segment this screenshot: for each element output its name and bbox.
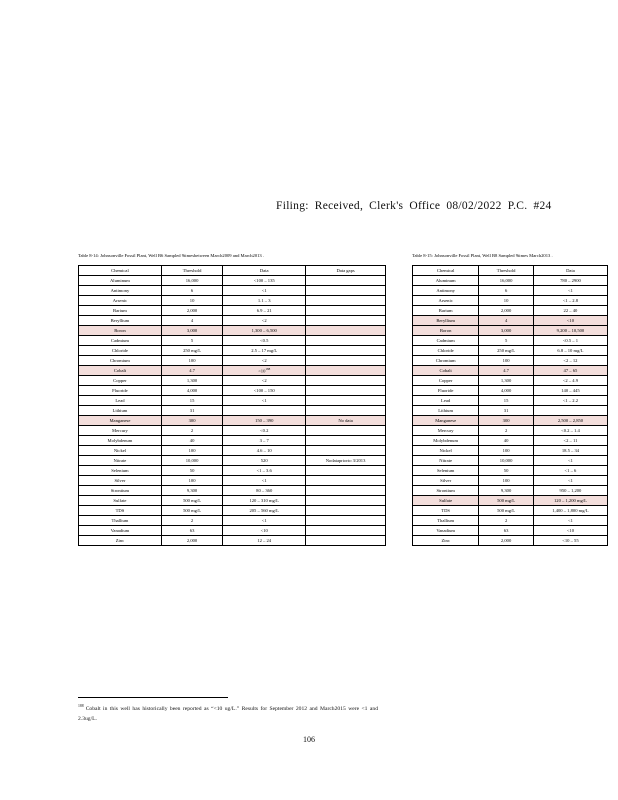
table-cell: [306, 506, 386, 516]
table-cell: [306, 315, 386, 325]
table-cell: 120 – 310 mg/L: [223, 496, 306, 506]
table-header-row: [413, 265, 608, 275]
table-cell: [306, 426, 386, 436]
table-cell: 10: [161, 295, 222, 305]
chemical-name-cell: Antimony: [413, 285, 479, 295]
table-cell: <2 – 4.9: [533, 375, 607, 385]
table-cell: 2,000: [161, 305, 222, 315]
chemical-name-cell: Mercury: [413, 425, 479, 435]
chemical-name-cell: Cobalt: [413, 365, 479, 375]
column-header: Data: [533, 265, 607, 275]
table-row: [79, 456, 386, 466]
chemical-name-cell: Copper: [79, 376, 162, 386]
table-cell: 63: [161, 526, 222, 536]
table-row: [79, 386, 386, 396]
table-cell: 4.7: [479, 365, 534, 375]
table-cell: 10: [479, 295, 534, 305]
table-row: [79, 396, 386, 406]
table-row: [79, 526, 386, 536]
table-cell: <1 – 2.8: [533, 295, 607, 305]
table-cell: <0.5: [223, 335, 306, 345]
table-row: [413, 285, 608, 295]
table-row: [413, 525, 608, 535]
chemical-name-cell: Lithium: [79, 406, 162, 416]
table-cell: 100: [479, 475, 534, 485]
table-cell: 140 – 445: [533, 385, 607, 395]
chemical-name-cell: Copper: [413, 375, 479, 385]
table-row: [413, 405, 608, 415]
table-row: [413, 385, 608, 395]
chemical-name-cell: Strontium: [413, 485, 479, 495]
table-row: [79, 446, 386, 456]
table-cell: <1: [223, 396, 306, 406]
table-cell: <1: [533, 475, 607, 485]
table-cell: 250 mg/L: [161, 345, 222, 355]
column-header: Threshold: [479, 265, 534, 275]
chemical-name-cell: Mercury: [79, 426, 162, 436]
table-row: [413, 415, 608, 425]
filing-stamp-word: Received,: [314, 200, 364, 212]
table-cell: <2: [223, 315, 306, 325]
table-row: [413, 465, 608, 475]
table-cell: 120 – 1,200 mg/L: [533, 495, 607, 505]
chemical-name-cell: Chromium: [79, 355, 162, 365]
table-cell: 4,000: [161, 386, 222, 396]
table-cell: <10: [533, 315, 607, 325]
footnote-reference: 188: [265, 366, 271, 371]
chemical-name-cell: Cadmium: [413, 335, 479, 345]
table-cell: <1 – 3.6: [223, 466, 306, 476]
table-cell: 10,000: [479, 455, 534, 465]
table-cell: <10: [223, 526, 306, 536]
table-row: [79, 365, 386, 375]
table-cell: [306, 536, 386, 546]
table-cell: 2,000: [479, 535, 534, 545]
table-cell: 31: [479, 405, 534, 415]
table-cell: <0.2: [223, 426, 306, 436]
table-row: [413, 275, 608, 285]
page-number: 106: [303, 735, 315, 744]
table-cell: 2.5 – 17 mg/L: [223, 345, 306, 355]
table-row: [413, 505, 608, 515]
table-cell: 80 – 360: [223, 486, 306, 496]
table-row: [79, 295, 386, 305]
table-cell: 63: [479, 525, 534, 535]
table-cell: 2: [479, 425, 534, 435]
table-row: [79, 426, 386, 436]
table-cell: <1: [533, 285, 607, 295]
chemical-name-cell: Sulfate: [413, 495, 479, 505]
table-cell: 500 mg/L: [161, 496, 222, 506]
chemical-name-cell: Chloride: [79, 345, 162, 355]
table-row: [79, 466, 386, 476]
table-cell: [533, 405, 607, 415]
table-cell: 150 – 390: [223, 416, 306, 426]
table-row: [79, 416, 386, 426]
table-cell: 2,000: [161, 536, 222, 546]
chemical-name-cell: Nitrate: [79, 456, 162, 466]
table-cell: 950 – 1,200: [533, 485, 607, 495]
table-cell: <100 – 135: [223, 275, 306, 285]
chemical-name-cell: Aluminum: [413, 275, 479, 285]
table-cell: [306, 486, 386, 496]
table-cell: [306, 275, 386, 285]
table-cell: 10,000: [161, 456, 222, 466]
table-row: [79, 376, 386, 386]
table-cell: 100: [479, 445, 534, 455]
chemical-name-cell: Boron: [79, 325, 162, 335]
table-caption-8-15: Table 8-15: Johnsonville Fossil Plant, Well B8 Sampled 9times March2013 .: [412, 253, 553, 258]
table-cell: 100: [161, 476, 222, 486]
table-row: [413, 445, 608, 455]
chemical-name-cell: Selenium: [413, 465, 479, 475]
table-row: [413, 295, 608, 305]
chemical-name-cell: Nickel: [79, 446, 162, 456]
table-cell: 31: [161, 406, 222, 416]
table-cell: 100: [479, 355, 534, 365]
table-row: [413, 355, 608, 365]
chemical-name-cell: Cadmium: [79, 335, 162, 345]
table-cell: 2: [479, 515, 534, 525]
filing-stamp-word: #24: [533, 200, 552, 212]
table-cell: [306, 355, 386, 365]
table-row: [79, 486, 386, 496]
chemical-name-cell: Boron: [413, 325, 479, 335]
column-header: Data gaps: [306, 265, 386, 275]
table-cell: <10 – 55: [533, 535, 607, 545]
table-cell: Nodatapriorto 3/2013: [306, 456, 386, 466]
table-row: [79, 496, 386, 506]
chemical-name-cell: Manganese: [79, 416, 162, 426]
table-cell: 18.5 – 34: [533, 445, 607, 455]
table-cell: <1: [223, 516, 306, 526]
table-cell: 300: [161, 416, 222, 426]
table-cell: [306, 436, 386, 446]
table-cell: 1,300 – 6,500: [223, 325, 306, 335]
table-row: [79, 506, 386, 516]
table-cell: 9,300: [479, 485, 534, 495]
footnote-mark: 188: [78, 704, 84, 708]
table-cell: 5: [161, 335, 222, 345]
chemical-name-cell: TDS: [79, 506, 162, 516]
column-header: Chemical: [79, 265, 162, 275]
table-cell: 300: [479, 415, 534, 425]
chemical-name-cell: Nickel: [413, 445, 479, 455]
table-row: [79, 355, 386, 365]
chemical-name-cell: Molybdenum: [79, 436, 162, 446]
chemical-name-cell: Silver: [79, 476, 162, 486]
table-cell: 4: [479, 315, 534, 325]
table-cell: [306, 305, 386, 315]
column-header: Chemical: [413, 265, 479, 275]
table-cell: 1,300: [161, 376, 222, 386]
table-cell: <2 – 12: [533, 355, 607, 365]
chemical-name-cell: Selenium: [79, 466, 162, 476]
table-cell: [306, 516, 386, 526]
table-cell: 50: [161, 466, 222, 476]
footnote: [78, 703, 378, 725]
table-row: [413, 365, 608, 375]
table-8-15: [412, 265, 608, 546]
table-cell: <0.2 – 1.4: [533, 425, 607, 435]
table-cell: 4,000: [479, 385, 534, 395]
table-row: [79, 325, 386, 335]
table-cell: 9,200 – 10,500: [533, 325, 607, 335]
table-cell: 15: [161, 396, 222, 406]
table-cell: 205 – 560 mg/L: [223, 506, 306, 516]
table-cell: 2,000: [479, 305, 534, 315]
table-cell: 500 mg/L: [479, 495, 534, 505]
chemical-name-cell: Chloride: [413, 345, 479, 355]
table-cell: 500 mg/L: [479, 505, 534, 515]
table-cell: <1: [533, 455, 607, 465]
filing-stamp-word: Filing:: [276, 200, 309, 212]
table-cell: [306, 446, 386, 456]
table-cell: 6.9 – 21: [223, 305, 306, 315]
table-cell: 4.6 – 10: [223, 446, 306, 456]
chemical-name-cell: Cobalt: [79, 365, 162, 375]
table-cell: [306, 476, 386, 486]
table-row: [79, 305, 386, 315]
footnote-separator: [78, 697, 228, 698]
table-row: [79, 516, 386, 526]
table-cell: 22 – 40: [533, 305, 607, 315]
table-cell: <100 – 150: [223, 386, 306, 396]
table-cell: 16,000: [479, 275, 534, 285]
chemical-name-cell: Vanadium: [79, 526, 162, 536]
chemical-name-cell: Chromium: [413, 355, 479, 365]
table-cell: 4.7: [161, 365, 222, 375]
table-cell: 3 – 7: [223, 436, 306, 446]
table-row: [413, 335, 608, 345]
table-cell: 6.8 – 10 mg/L: [533, 345, 607, 355]
table-block-8-14: [78, 253, 386, 546]
table-cell: [223, 406, 306, 416]
chemical-name-cell: Zinc: [413, 535, 479, 545]
table-cell: <2: [223, 355, 306, 365]
table-cell: <2: [223, 376, 306, 386]
filing-stamp: [276, 200, 596, 212]
chemical-name-cell: Barium: [79, 305, 162, 315]
table-block-8-15: [412, 253, 608, 546]
table-row: [413, 375, 608, 385]
table-cell: 2,500 – 2,850: [533, 415, 607, 425]
chemical-name-cell: Zinc: [79, 536, 162, 546]
chemical-name-cell: Sulfate: [79, 496, 162, 506]
table-cell: [306, 365, 386, 375]
filing-stamp-word: Clerk's: [369, 200, 404, 212]
table-row: [413, 485, 608, 495]
table-row: [79, 275, 386, 285]
chemical-name-cell: Arsenic: [413, 295, 479, 305]
chemical-name-cell: Aluminum: [79, 275, 162, 285]
table-cell: 50: [479, 465, 534, 475]
chemical-name-cell: Beryllium: [413, 315, 479, 325]
table-cell: <10: [533, 525, 607, 535]
table-row: [413, 435, 608, 445]
table-cell: 250 mg/L: [479, 345, 534, 355]
table-row: [413, 325, 608, 335]
table-cell: 1.1 – 3: [223, 295, 306, 305]
table-cell: 780 – 2900: [533, 275, 607, 285]
table-cell: 40: [161, 436, 222, 446]
table-row: [413, 475, 608, 485]
table-cell: <0.5 – 1: [533, 335, 607, 345]
chemical-name-cell: Lithium: [413, 405, 479, 415]
table-cell: [306, 335, 386, 345]
filing-stamp-word: P.C.: [507, 200, 528, 212]
table-body: [79, 275, 386, 545]
table-cell: <1 – 2.2: [533, 395, 607, 405]
chemical-name-cell: Antimony: [79, 285, 162, 295]
table-cell: 2: [161, 516, 222, 526]
table-cell: 6: [161, 285, 222, 295]
table-cell: [306, 396, 386, 406]
table-row: [413, 345, 608, 355]
table-cell: 4: [161, 315, 222, 325]
table-cell: 520: [223, 456, 306, 466]
table-row: [413, 535, 608, 545]
table-cell: [306, 295, 386, 305]
table-cell: [306, 376, 386, 386]
table-cell: <2 – 11: [533, 435, 607, 445]
chemical-name-cell: Fluoride: [413, 385, 479, 395]
column-header: Data: [223, 265, 306, 275]
filing-stamp-word: 08/02/2022: [446, 200, 502, 212]
table-row: [79, 476, 386, 486]
table-cell: 100: [161, 355, 222, 365]
chemical-name-cell: Lead: [79, 396, 162, 406]
table-row: [413, 495, 608, 505]
table-cell: [306, 325, 386, 335]
table-header-row: [79, 265, 386, 275]
table-cell: 47 – 65: [533, 365, 607, 375]
table-cell: <1 – 6: [533, 465, 607, 475]
table-cell: <1: [223, 476, 306, 486]
table-cell: 12 – 24: [223, 536, 306, 546]
chemical-name-cell: Strontium: [79, 486, 162, 496]
filing-stamp-word: Office: [409, 200, 441, 212]
table-8-14: [78, 265, 386, 546]
table-cell: 100: [161, 446, 222, 456]
table-cell: [306, 386, 386, 396]
table-row: [413, 395, 608, 405]
table-cell: [306, 466, 386, 476]
chemical-name-cell: Lead: [413, 395, 479, 405]
table-cell: [306, 285, 386, 295]
chemical-name-cell: Thallium: [79, 516, 162, 526]
table-row: [413, 305, 608, 315]
chemical-name-cell: Fluoride: [79, 386, 162, 396]
column-header: Threshold: [161, 265, 222, 275]
table-cell: 3,000: [161, 325, 222, 335]
chemical-name-cell: Arsenic: [79, 295, 162, 305]
table-cell: 15: [479, 395, 534, 405]
table-cell: 2: [161, 426, 222, 436]
table-body: [413, 275, 608, 545]
table-cell: <1: [533, 515, 607, 525]
chemical-name-cell: TDS: [413, 505, 479, 515]
chemical-name-cell: Thallium: [413, 515, 479, 525]
table-row: [79, 406, 386, 416]
table-cell: 500 mg/L: [161, 506, 222, 516]
chemical-name-cell: Beryllium: [79, 315, 162, 325]
table-cell: 6: [479, 285, 534, 295]
chemical-name-cell: Molybdenum: [413, 435, 479, 445]
table-row: [79, 335, 386, 345]
table-cell: $<10^{188}$: [223, 365, 306, 375]
footnote-text: Cobalt in this well has historically been reported as “<10 ug/L.” Results for September 2012 and March2015 were <1 and 2.3ug/L.: [78, 705, 378, 723]
table-caption-8-14: Table 8-14: Johnsonville Fossil Plant, Well B6 Sampled 9timesbetween March2009 and March2013 .: [78, 253, 265, 258]
table-row: [79, 345, 386, 355]
table-cell: [306, 496, 386, 506]
chemical-name-cell: Silver: [413, 475, 479, 485]
table-row: [79, 285, 386, 295]
table-cell: [306, 526, 386, 536]
table-cell: 5: [479, 335, 534, 345]
chemical-name-cell: Nitrate: [413, 455, 479, 465]
table-cell: 40: [479, 435, 534, 445]
table-cell: [306, 345, 386, 355]
table-cell: [306, 406, 386, 416]
table-cell: No data: [306, 416, 386, 426]
chemical-name-cell: Manganese: [413, 415, 479, 425]
table-row: [79, 536, 386, 546]
chemical-name-cell: Barium: [413, 305, 479, 315]
table-cell: 3,000: [479, 325, 534, 335]
table-cell: 1,400 – 1,800 mg/L: [533, 505, 607, 515]
table-cell: <1: [223, 285, 306, 295]
table-row: [413, 515, 608, 525]
table-row: [79, 315, 386, 325]
table-cell: 9,300: [161, 486, 222, 496]
table-cell: 16,000: [161, 275, 222, 285]
table-row: [79, 436, 386, 446]
table-row: [413, 455, 608, 465]
table-row: [413, 425, 608, 435]
chemical-name-cell: Vanadium: [413, 525, 479, 535]
table-row: [413, 315, 608, 325]
table-cell: 1,300: [479, 375, 534, 385]
